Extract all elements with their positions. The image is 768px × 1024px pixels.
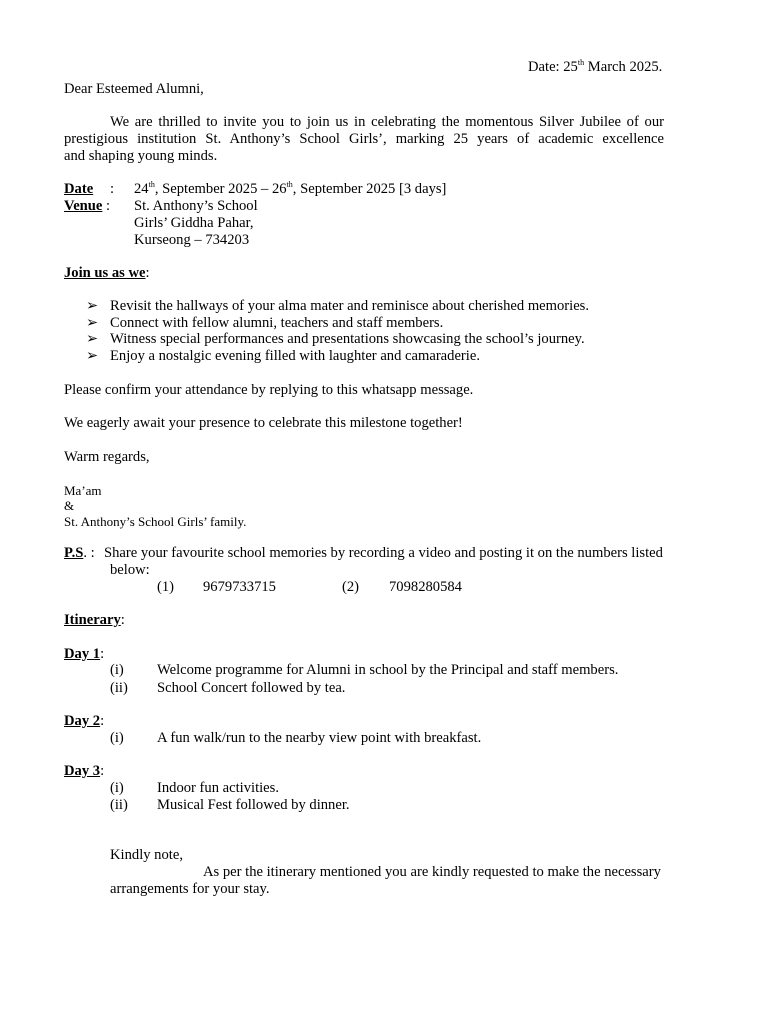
ps-text-line-2: below: xyxy=(110,562,150,578)
join-item: Witness special performances and presentations showcasing the school’s journey. xyxy=(110,331,585,347)
join-item: Connect with fellow alumni, teachers and staff members. xyxy=(110,315,444,331)
intro-line-1: We are thrilled to invite you to join us in celebrating the momentous Silver Jubilee of our xyxy=(110,114,664,130)
event-date-label: Date xyxy=(64,181,94,197)
letter-date: Date: 25th March 2025. xyxy=(528,58,663,75)
phone-number-2: 7098280584 xyxy=(389,579,462,595)
day-2-label: Day 2: xyxy=(64,713,105,729)
note-line-2: arrangements for your stay. xyxy=(110,881,270,897)
day-3-item-2: Musical Fest followed by dinner. xyxy=(157,797,350,813)
intro-line-3: and shaping young minds. xyxy=(64,148,218,164)
arrow-bullet-icon: ➢ xyxy=(86,315,99,331)
venue-line-2: Girls’ Giddha Pahar, xyxy=(134,215,254,231)
arrow-bullet-icon: ➢ xyxy=(86,348,99,364)
signature-line-2: & xyxy=(64,498,75,513)
confirm-text: Please confirm your attendance by replying to this whatsapp message. xyxy=(64,382,474,398)
arrow-bullet-icon: ➢ xyxy=(86,331,99,347)
day-1-item-2-num: (ii) xyxy=(110,680,128,696)
join-item: Revisit the hallways of your alma mater and reminisce about cherished memories. xyxy=(110,298,590,314)
day-1-item-1: Welcome programme for Alumni in school by the Principal and staff members. xyxy=(157,662,619,678)
ps-text-line-1: Share your favourite school memories by recording a video and posting it on the numbers listed xyxy=(104,545,663,561)
event-date-value: 24th, September 2025 – 26th, September 2025 [3 days] xyxy=(134,180,447,197)
phone-number-1: 9679733715 xyxy=(203,579,276,595)
signature-line-1: Ma’am xyxy=(64,483,102,498)
venue-line-3: Kurseong – 734203 xyxy=(134,232,250,248)
note-line-1: As per the itinerary mentioned you are kindly requested to make the necessary xyxy=(203,864,661,880)
regards-text: Warm regards, xyxy=(64,449,150,465)
note-heading: Kindly note, xyxy=(110,847,183,863)
signature-line-3: St. Anthony’s School Girls’ family. xyxy=(64,514,247,529)
arrow-bullet-icon: ➢ xyxy=(86,298,99,314)
join-item: Enjoy a nostalgic evening filled with laughter and camaraderie. xyxy=(110,348,480,364)
salutation: Dear Esteemed Alumni, xyxy=(64,81,204,97)
day-3-item-1-num: (i) xyxy=(110,780,124,796)
itinerary-heading: Itinerary: xyxy=(64,612,125,628)
day-2-item-1-num: (i) xyxy=(110,730,124,746)
venue-label: Venue : xyxy=(64,198,111,214)
intro-line-2: prestigious institution St. Anthony’s School Girls’, marking 25 years of academic excellence xyxy=(64,131,664,147)
venue-line-1: St. Anthony’s School xyxy=(134,198,258,214)
day-3-item-2-num: (ii) xyxy=(110,797,128,813)
day-1-item-1-num: (i) xyxy=(110,662,124,678)
day-3-label: Day 3: xyxy=(64,763,105,779)
day-3-item-1: Indoor fun activities. xyxy=(157,780,279,796)
phone-1-label: (1) xyxy=(157,579,175,595)
ps-label: P.S. : xyxy=(64,545,95,561)
day-1-item-2: School Concert followed by tea. xyxy=(157,680,346,696)
phone-2-label: (2) xyxy=(342,579,360,595)
day-1-label: Day 1: xyxy=(64,646,105,662)
event-date-colon: : xyxy=(110,181,115,197)
await-text: We eagerly await your presence to celebrate this milestone together! xyxy=(64,415,463,431)
join-heading: Join us as we: xyxy=(64,265,150,281)
day-2-item-1: A fun walk/run to the nearby view point with breakfast. xyxy=(157,730,482,746)
